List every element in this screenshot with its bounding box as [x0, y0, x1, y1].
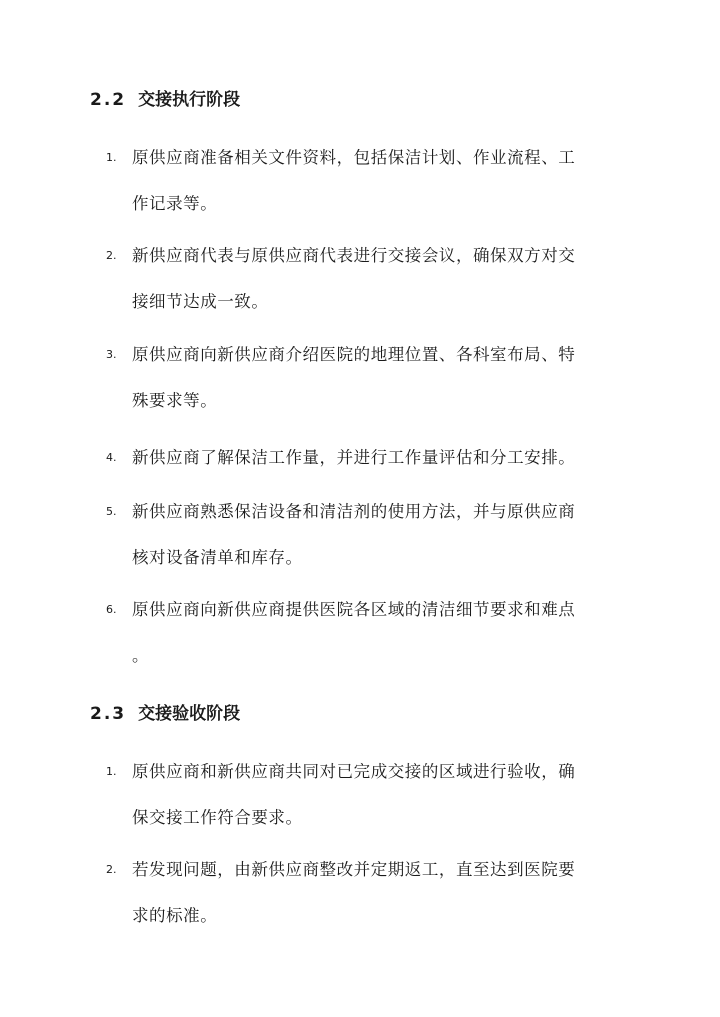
- list-marker: 2.: [106, 863, 117, 876]
- list-item-text: 保交接工作符合要求。: [132, 808, 303, 827]
- list-item-text: 求的标准。: [132, 906, 218, 925]
- list-item-text: 核对设备清单和库存。: [132, 548, 303, 567]
- list-marker: 1.: [106, 765, 117, 778]
- list-item-text: 原供应商向新供应商介绍医院的地理位置、各科室布局、特: [132, 345, 576, 364]
- list-item-text: 新供应商熟悉保洁设备和清洁剂的使用方法，并与原供应商: [132, 502, 576, 521]
- list-item-text: 若发现问题，由新供应商整改并定期返工，直至达到医院要: [132, 860, 576, 879]
- list-item-text: 接细节达成一致。: [132, 292, 269, 311]
- list-item-text: 原供应商和新供应商共同对已完成交接的区域进行验收，确: [132, 762, 576, 781]
- list-marker: 3.: [106, 348, 117, 361]
- section-number: 2.2: [90, 90, 127, 110]
- section-heading-2-3: [90, 702, 240, 726]
- list-item-text: 新供应商代表与原供应商代表进行交接会议，确保双方对交: [132, 246, 576, 265]
- list-item-text: 原供应商准备相关文件资料，包括保洁计划、作业流程、工: [132, 148, 576, 167]
- list-marker: 5.: [106, 505, 117, 518]
- list-item-text: 殊要求等。: [132, 391, 218, 410]
- list-item-text: 作记录等。: [132, 194, 218, 213]
- list-marker: 6.: [106, 603, 117, 616]
- list-item-text: 。: [132, 646, 150, 665]
- list-marker: 4.: [106, 451, 117, 464]
- list-marker: 1.: [106, 151, 117, 164]
- section-title: 交接执行阶段: [138, 90, 241, 110]
- section-number: 2.3: [90, 704, 127, 724]
- section-title: 交接验收阶段: [138, 704, 241, 724]
- list-item-text: 原供应商向新供应商提供医院各区域的清洁细节要求和难点: [132, 600, 576, 619]
- list-item-text: 新供应商了解保洁工作量，并进行工作量评估和分工安排。: [132, 448, 576, 467]
- section-heading-2-2: [90, 88, 240, 112]
- list-marker: 2.: [106, 249, 117, 262]
